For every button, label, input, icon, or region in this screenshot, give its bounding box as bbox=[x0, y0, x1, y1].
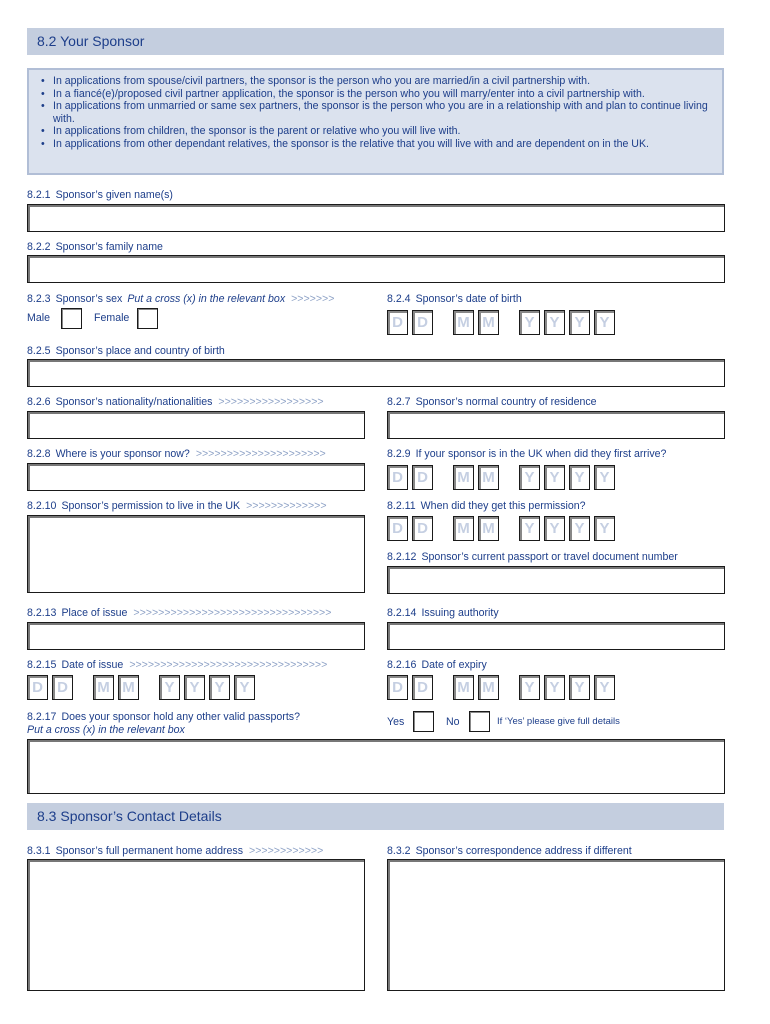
year-digit-box[interactable]: Y bbox=[519, 465, 540, 490]
day-digit-box[interactable]: D bbox=[52, 675, 73, 700]
question-label: Sponsor’s normal country of residence bbox=[415, 396, 597, 408]
label-8-3-1 bbox=[27, 845, 323, 857]
question-label: Where is your sponsor now? bbox=[55, 448, 190, 460]
arrow-leader: >>>>>>> bbox=[291, 293, 335, 305]
label-8-2-6 bbox=[27, 396, 324, 408]
sex-female-checkbox[interactable] bbox=[137, 308, 158, 329]
day-digit-box[interactable]: D bbox=[27, 675, 48, 700]
year-digit-box[interactable]: Y bbox=[209, 675, 230, 700]
day-digit-box[interactable]: D bbox=[387, 465, 408, 490]
month-digit-box[interactable]: M bbox=[118, 675, 139, 700]
section-header-8-3 bbox=[27, 803, 724, 830]
question-label: Issuing authority bbox=[421, 607, 499, 619]
month-digit-box[interactable]: M bbox=[478, 465, 499, 490]
home-address-field[interactable] bbox=[27, 859, 365, 991]
nationality-field[interactable] bbox=[27, 411, 365, 439]
label-8-3-2 bbox=[387, 845, 632, 857]
other-passports-details-field[interactable] bbox=[27, 739, 725, 794]
sex-option-male-label: Male bbox=[27, 312, 50, 324]
label-8-2-8 bbox=[27, 448, 326, 460]
question-number: 8.2.12 bbox=[387, 551, 417, 563]
label-8-2-15 bbox=[27, 659, 327, 671]
question-label: Sponsor’s nationality/nationalities bbox=[55, 396, 213, 408]
label-8-2-13 bbox=[27, 607, 331, 619]
day-digit-box[interactable]: D bbox=[412, 310, 433, 335]
label-8-2-7 bbox=[387, 396, 597, 408]
sex-male-checkbox[interactable] bbox=[61, 308, 82, 329]
question-label: Sponsor’s family name bbox=[55, 241, 163, 253]
date-of-expiry-field[interactable] bbox=[387, 675, 619, 700]
question-number: 8.2.7 bbox=[387, 396, 411, 408]
year-digit-box[interactable]: Y bbox=[594, 465, 615, 490]
label-8-2-17 bbox=[27, 711, 300, 723]
question-number: 8.2.9 bbox=[387, 448, 411, 460]
place-of-birth-field[interactable] bbox=[27, 359, 725, 387]
month-digit-box[interactable]: M bbox=[478, 310, 499, 335]
sponsor-info-box bbox=[27, 68, 724, 175]
month-digit-box[interactable]: M bbox=[93, 675, 114, 700]
question-number: 8.2.11 bbox=[387, 500, 416, 512]
arrow-leader: >>>>>>>>>>>>>>>>>>>>> bbox=[195, 448, 326, 460]
permission-to-live-field[interactable] bbox=[27, 515, 365, 593]
year-digit-box[interactable]: Y bbox=[234, 675, 255, 700]
month-digit-box[interactable]: M bbox=[453, 465, 474, 490]
question-label: Sponsor’s current passport or travel document number bbox=[421, 551, 678, 563]
question-number: 8.2.13 bbox=[27, 607, 57, 619]
month-digit-box[interactable]: M bbox=[478, 516, 499, 541]
question-hint: Put a cross (x) in the relevant box bbox=[27, 724, 185, 736]
sponsor-location-field[interactable] bbox=[27, 463, 365, 491]
day-digit-box[interactable]: D bbox=[387, 675, 408, 700]
question-number: 8.2.5 bbox=[27, 345, 51, 357]
label-8-2-10 bbox=[27, 500, 327, 512]
question-label: Sponsor’s correspondence address if different bbox=[415, 845, 632, 857]
info-bullet: • In applications from unmarried or same sex partners, the sponsor is the person who you are in a relationship with and plan to continue living with. bbox=[39, 100, 712, 125]
question-number: 8.2.3 bbox=[27, 293, 51, 305]
question-label: Does your sponsor hold any other valid passports? bbox=[61, 711, 300, 723]
question-number: 8.2.1 bbox=[27, 189, 51, 201]
year-digit-box[interactable]: Y bbox=[569, 675, 590, 700]
year-digit-box[interactable]: Y bbox=[159, 675, 180, 700]
label-8-2-1 bbox=[27, 189, 173, 201]
country-of-residence-field[interactable] bbox=[387, 411, 725, 439]
place-of-issue-field[interactable] bbox=[27, 622, 365, 650]
year-digit-box[interactable]: Y bbox=[569, 310, 590, 335]
year-digit-box[interactable]: Y bbox=[569, 465, 590, 490]
given-names-field[interactable] bbox=[27, 204, 725, 232]
question-number: 8.2.2 bbox=[27, 241, 51, 253]
passport-number-field[interactable] bbox=[387, 566, 725, 594]
day-digit-box[interactable]: D bbox=[412, 465, 433, 490]
day-digit-box[interactable]: D bbox=[387, 310, 408, 335]
section-title: 8.2 Your Sponsor bbox=[37, 33, 145, 49]
month-digit-box[interactable]: M bbox=[453, 310, 474, 335]
question-number: 8.2.16 bbox=[387, 659, 417, 671]
question-label: Sponsor’s given name(s) bbox=[55, 189, 173, 201]
question-number: 8.2.4 bbox=[387, 293, 411, 305]
year-digit-box[interactable]: Y bbox=[184, 675, 205, 700]
day-digit-box[interactable]: D bbox=[412, 516, 433, 541]
label-8-2-4 bbox=[387, 293, 522, 305]
family-name-field[interactable] bbox=[27, 255, 725, 283]
year-digit-box[interactable]: Y bbox=[519, 516, 540, 541]
question-number: 8.2.15 bbox=[27, 659, 57, 671]
section-header-8-2 bbox=[27, 28, 724, 55]
question-label: Date of issue bbox=[61, 659, 124, 671]
info-bullet: • In applications from spouse/civil partners, the sponsor is the person who you are married/in a civil partnership with. bbox=[39, 75, 712, 88]
question-label: When did they get this permission? bbox=[420, 500, 586, 512]
question-label: Sponsor’s full permanent home address bbox=[55, 845, 244, 857]
year-digit-box[interactable]: Y bbox=[544, 675, 565, 700]
question-number: 8.2.17 bbox=[27, 711, 57, 723]
label-8-2-2 bbox=[27, 241, 163, 253]
question-number: 8.2.14 bbox=[387, 607, 417, 619]
date-of-issue-field[interactable] bbox=[27, 675, 259, 700]
question-label: If your sponsor is in the UK when did they first arrive? bbox=[415, 448, 667, 460]
arrow-leader: >>>>>>>>>>>> bbox=[249, 845, 324, 857]
year-digit-box[interactable]: Y bbox=[544, 465, 565, 490]
arrow-leader: >>>>>>>>>>>>> bbox=[246, 500, 327, 512]
label-8-2-3 bbox=[27, 293, 334, 305]
year-digit-box[interactable]: Y bbox=[519, 310, 540, 335]
label-8-2-11 bbox=[387, 500, 586, 512]
year-digit-box[interactable]: Y bbox=[594, 310, 615, 335]
label-8-2-12 bbox=[387, 551, 678, 563]
sex-option-female-label: Female bbox=[94, 312, 130, 324]
arrow-leader: >>>>>>>>>>>>>>>>>>>>>>>>>>>>>>>> bbox=[133, 607, 332, 619]
first-arrival-date-field[interactable] bbox=[387, 465, 619, 490]
other-passport-no-checkbox[interactable] bbox=[469, 711, 490, 732]
question-label: Sponsor’s permission to live in the UK bbox=[61, 500, 241, 512]
year-digit-box[interactable]: Y bbox=[569, 516, 590, 541]
year-digit-box[interactable]: Y bbox=[544, 516, 565, 541]
label-8-2-5 bbox=[27, 345, 225, 357]
info-bullet: • In applications from children, the sponsor is the parent or relative who you will live with. bbox=[39, 125, 712, 138]
question-number: 8.3.1 bbox=[27, 845, 51, 857]
question-label: Sponsor’s sex bbox=[55, 293, 123, 305]
month-digit-box[interactable]: M bbox=[453, 516, 474, 541]
section-title: 8.3 Sponsor’s Contact Details bbox=[37, 808, 222, 824]
passport-no-label: No bbox=[446, 716, 460, 728]
permission-date-field[interactable] bbox=[387, 516, 619, 541]
year-digit-box[interactable]: Y bbox=[544, 310, 565, 335]
question-label: Sponsor’s date of birth bbox=[415, 293, 522, 305]
question-number: 8.3.2 bbox=[387, 845, 411, 857]
date-of-birth-field[interactable] bbox=[387, 310, 619, 335]
correspondence-address-field[interactable] bbox=[387, 859, 725, 991]
sponsor-info-list bbox=[39, 75, 712, 151]
year-digit-box[interactable]: Y bbox=[519, 675, 540, 700]
year-digit-box[interactable]: Y bbox=[594, 516, 615, 541]
arrow-leader: >>>>>>>>>>>>>>>>>>>>>>>>>>>>>>>> bbox=[129, 659, 328, 671]
question-label: Place of issue bbox=[61, 607, 128, 619]
label-8-2-9 bbox=[387, 448, 666, 460]
question-number: 8.2.6 bbox=[27, 396, 51, 408]
other-passport-yes-checkbox[interactable] bbox=[413, 711, 434, 732]
info-bullet: • In a fiancé(e)/proposed civil partner application, the sponsor is the person who you will marry/enter into a civil partnership with. bbox=[39, 88, 712, 101]
question-number: 8.2.8 bbox=[27, 448, 51, 460]
label-8-2-14 bbox=[387, 607, 499, 619]
year-digit-box[interactable]: Y bbox=[594, 675, 615, 700]
day-digit-box[interactable]: D bbox=[412, 675, 433, 700]
arrow-leader: >>>>>>>>>>>>>>>>> bbox=[218, 396, 324, 408]
question-label: Date of expiry bbox=[421, 659, 487, 671]
question-hint: Put a cross (x) in the relevant box bbox=[127, 293, 286, 305]
label-8-2-16 bbox=[387, 659, 487, 671]
question-label: Sponsor’s place and country of birth bbox=[55, 345, 225, 357]
question-number: 8.2.10 bbox=[27, 500, 57, 512]
details-hint: If ‘Yes’ please give full details bbox=[497, 716, 620, 727]
issuing-authority-field[interactable] bbox=[387, 622, 725, 650]
month-digit-box[interactable]: M bbox=[478, 675, 499, 700]
month-digit-box[interactable]: M bbox=[453, 675, 474, 700]
passport-yes-label: Yes bbox=[387, 716, 405, 728]
day-digit-box[interactable]: D bbox=[387, 516, 408, 541]
info-bullet: • In applications from other dependant relatives, the sponsor is the relative that you will live with and are dependent on in the UK. bbox=[39, 138, 712, 151]
